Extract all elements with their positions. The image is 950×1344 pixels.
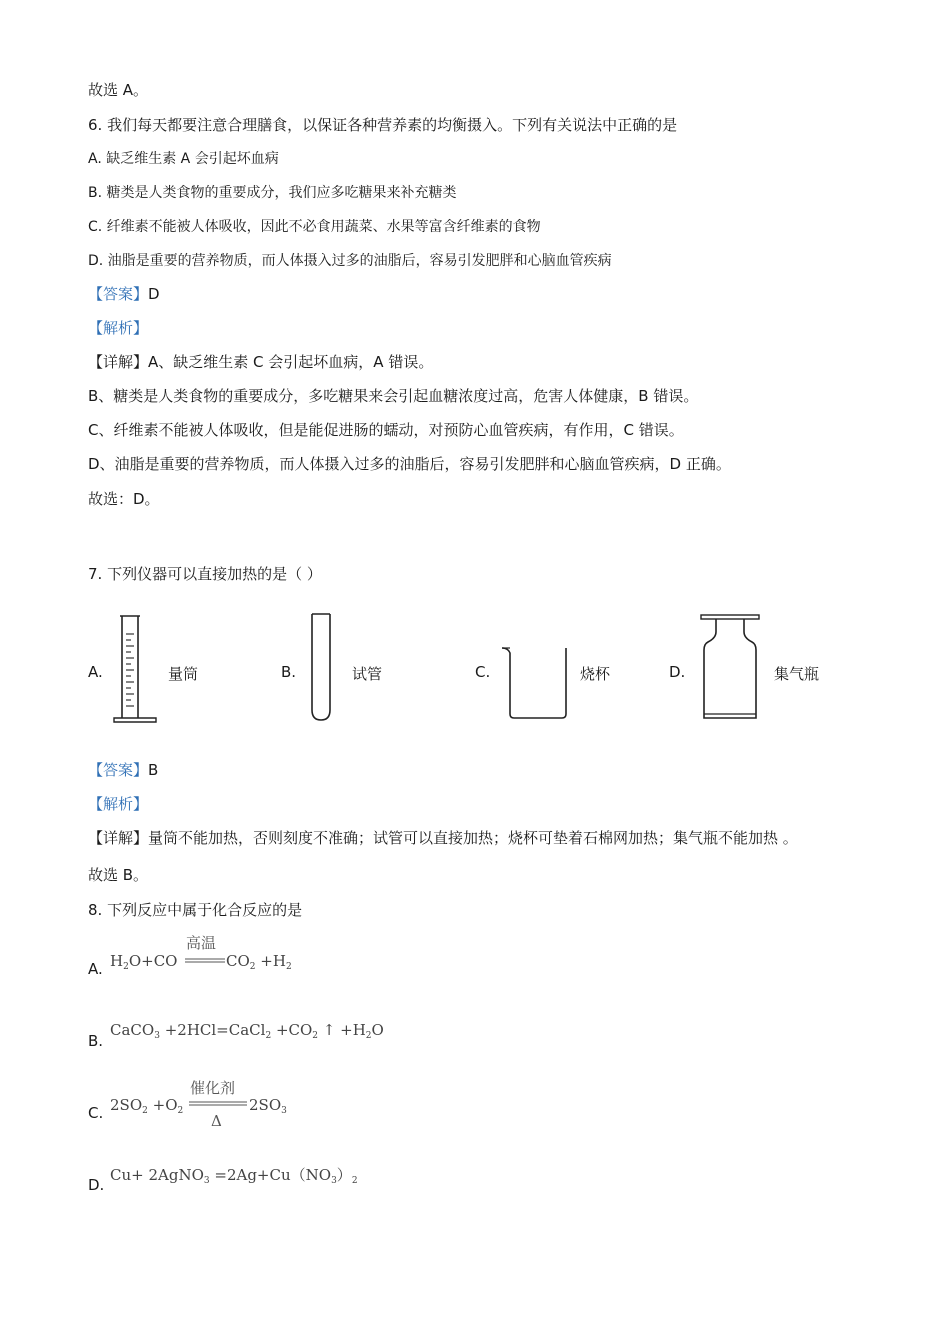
question-6: 6. 我们每天都要注意合理膳食，以保证各种营养素的均衡摄入。下列有关说法中正确的是 — [88, 116, 678, 134]
q6-conclusion: 故选：D。 — [88, 490, 160, 508]
q8-option-b-letter: B. — [88, 1032, 104, 1050]
conclusion-prev: 故选 A。 — [88, 81, 149, 99]
q7-option-c-letter: C. — [475, 663, 491, 681]
q7-answer — [88, 760, 158, 780]
q8-condition-c-bottom: Δ — [211, 1112, 222, 1130]
q7-option-b-name: 试管 — [352, 665, 383, 683]
q8-option-a-letter: A. — [88, 960, 103, 978]
detail-tag: 【详解】 — [88, 353, 149, 371]
detail-text: A、缺乏维生素 C 会引起坏血病，A 错误。 — [148, 353, 434, 371]
q6-detail-a — [88, 352, 433, 372]
q6-detail-d: D、油脂是重要的营养物质，而人体摄入过多的油脂后，容易引发肥胖和心脑血管疾病，D 正确。 — [88, 455, 731, 473]
graduated-cylinder-icon — [112, 614, 158, 724]
answer-tag: 【答案】 — [88, 285, 149, 303]
q8-condition-a: 高温 — [186, 934, 217, 952]
double-line-arrow — [185, 958, 225, 964]
double-line-arrow — [189, 1101, 247, 1107]
answer-value: B — [148, 761, 159, 779]
q6-answer — [88, 284, 160, 304]
beaker-icon — [500, 644, 572, 722]
q7-option-d-letter: D. — [669, 663, 686, 681]
q6-analysis-tag: 【解析】 — [88, 319, 149, 337]
q6-option-b: B. 糖类是人类食物的重要成分，我们应多吃糖果来补充糖类 — [88, 185, 457, 201]
q6-option-a: A. 缺乏维生素 A 会引起坏血病 — [88, 151, 279, 167]
q7-option-b-letter: B. — [281, 663, 297, 681]
q8-condition-c-top: 催化剂 — [190, 1079, 236, 1097]
q8-equation-a-left: $H_2O+CO$ — [110, 952, 178, 972]
detail-tag: 【详解】 — [88, 829, 149, 847]
q8-equation-a-right: $CO_2 +H_2$ — [226, 952, 292, 972]
q6-option-d: D. 油脂是重要的营养物质，而人体摄入过多的油脂后，容易引发肥胖和心脑血管疾病 — [88, 253, 612, 269]
q7-analysis-tag: 【解析】 — [88, 795, 149, 813]
q7-conclusion: 故选 B。 — [88, 866, 149, 884]
q7-option-d-name: 集气瓶 — [774, 665, 820, 683]
q7-detail — [88, 828, 798, 848]
q6-detail-c: C、纤维素不能被人体吸收，但是能促进肠的蠕动，对预防心血管疾病，有作用，C 错误。 — [88, 421, 684, 439]
question-8: 8. 下列反应中属于化合反应的是 — [88, 901, 303, 919]
q6-option-c: C. 纤维素不能被人体吸收，因此不必食用蔬菜、水果等富含纤维素的食物 — [88, 219, 541, 235]
q8-option-d-letter: D. — [88, 1176, 105, 1194]
q8-option-c-letter: C. — [88, 1104, 104, 1122]
q7-option-a-name: 量筒 — [168, 665, 199, 683]
question-7: 7. 下列仪器可以直接加热的是（ ） — [88, 565, 322, 583]
answer-value: D — [148, 285, 160, 303]
q7-option-c-name: 烧杯 — [580, 665, 611, 683]
detail-text: 量筒不能加热，否则刻度不准确；试管可以直接加热；烧杯可垫着石棉网加热；集气瓶不能加热 。 — [148, 829, 798, 847]
q8-equation-b: CaCO$_3$ +2HCl=CaCl$_2$ $+CO_2$ ↑ $+H_2O$ — [110, 1021, 384, 1041]
answer-tag: 【答案】 — [88, 761, 149, 779]
q8-equation-d: Cu+ 2AgNO$_3$ $=2Ag+Cu(NO_3)_2$ — [110, 1166, 358, 1186]
test-tube-icon — [308, 612, 334, 724]
q7-option-a-letter: A. — [88, 663, 103, 681]
gas-collecting-bottle-icon — [700, 612, 760, 722]
q6-detail-b: B、糖类是人类食物的重要成分，多吃糖果来会引起血糖浓度过高，危害人体健康，B 错误。 — [88, 387, 699, 405]
q8-equation-c-right: $2SO_3$ — [249, 1096, 287, 1116]
q8-equation-c-left: $2SO_2 +O_2$ — [110, 1096, 184, 1116]
